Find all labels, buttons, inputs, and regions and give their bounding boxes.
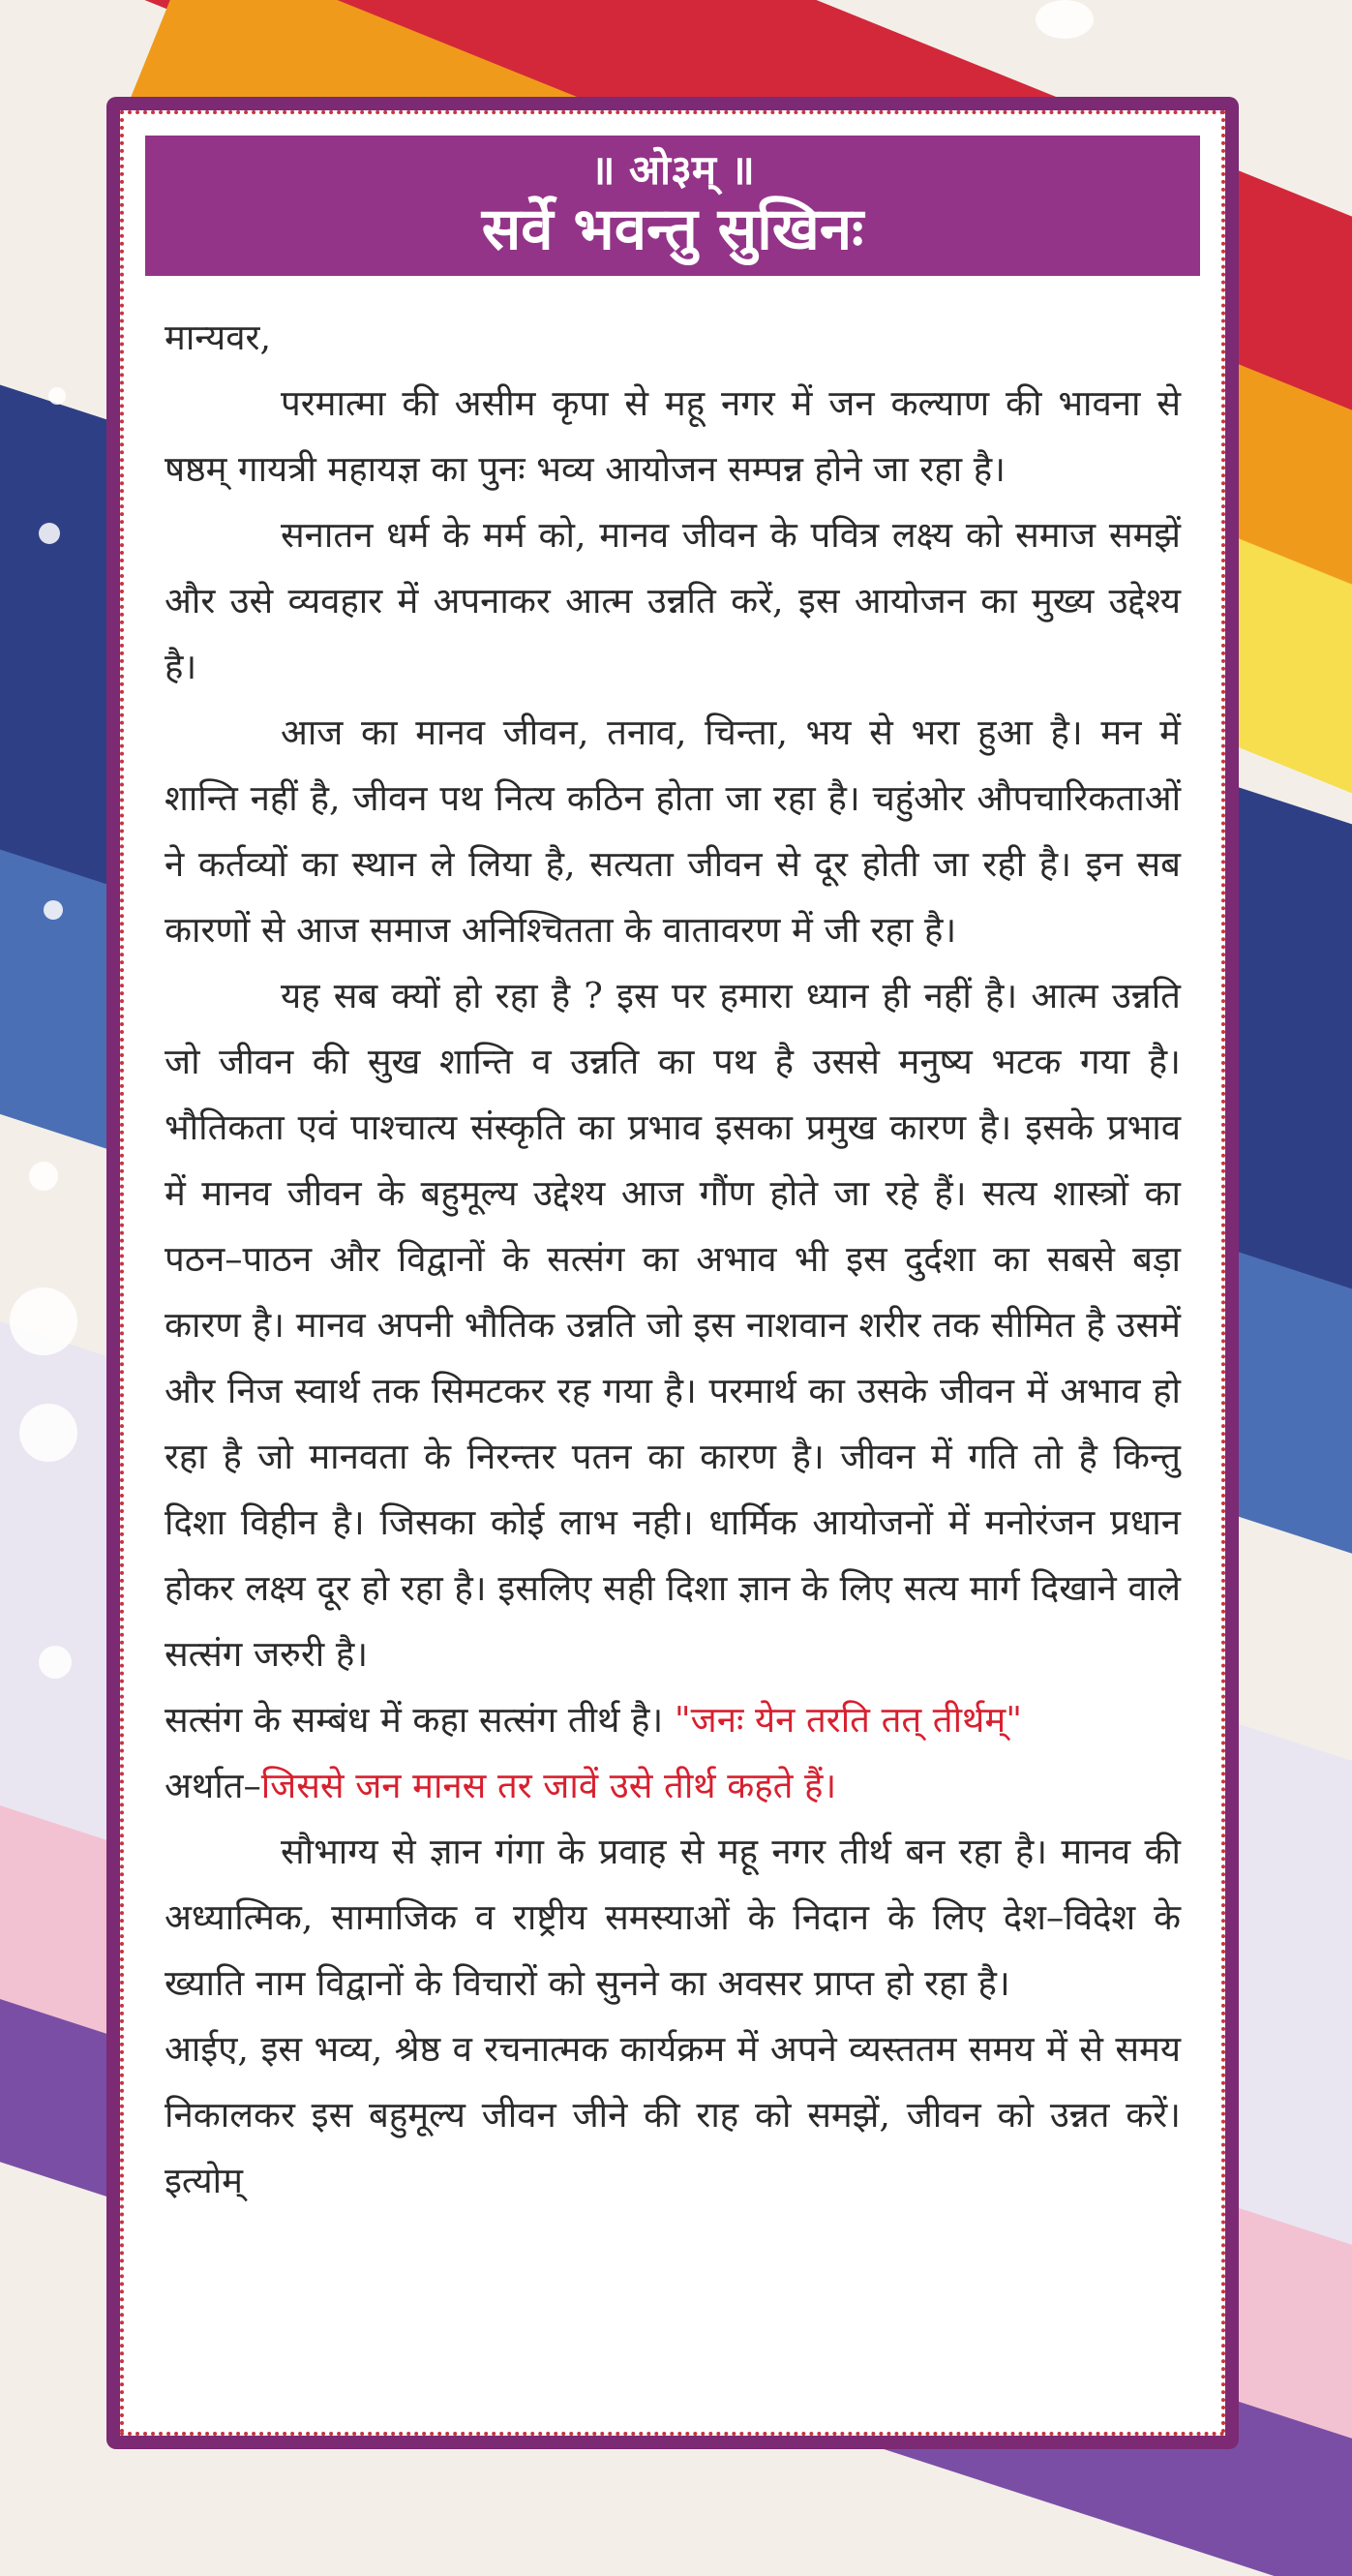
invitation-card <box>106 97 1239 2449</box>
sparkle-dot <box>19 1404 77 1462</box>
sparkle-dot <box>1036 0 1094 39</box>
paragraph-6 <box>165 1753 1181 1819</box>
sparkle-dot <box>39 523 60 544</box>
sparkle-dot <box>39 1646 72 1679</box>
sparkle-dot <box>48 387 66 405</box>
paragraph-8: आईए, इस भव्य, श्रेष्ठ व रचनात्मक कार्यक्रम में अपने व्यस्ततम समय में से समय निकालकर इस बहुमूल्य जीवन जीने की राह को समझें, जीवन को उन्नत करें। इत्योम् <box>165 2028 1181 2201</box>
sparkle-dot <box>10 1288 77 1355</box>
paragraph-2: सनातन धर्म के मर्म को, मानव जीवन के पवित्र लक्ष्य को समाज समझें और उसे व्यवहार में अपनाकर आत्म उन्नति करें, इस आयोजन का मुख्य उद्देश्य है। <box>165 514 1181 687</box>
sparkle-dot <box>44 900 63 920</box>
card-header <box>145 136 1200 276</box>
letter-body <box>165 305 1181 2214</box>
paragraph-7: सौभाग्य से ज्ञान गंगा के प्रवाह से महू नगर तीर्थ बन रहा है। मानव की अध्यात्मिक, सामाजिक व राष्ट्रीय समस्याओं के निदान के लिए देश–विदेश के ख्याति नाम विद्वानों के विचारों को सुनने का अवसर प्राप्त हो रहा है। <box>165 1831 1181 2004</box>
paragraph-1: परमात्मा की असीम कृपा से महू नगर में जन कल्याण की भावना से षष्ठम् गायत्री महायज्ञ का पुनः भव्य आयोजन सम्पन्न होने जा रहा है। <box>165 382 1181 490</box>
satsang-text: सत्संग के सम्बंध में कहा सत्संग तीर्थ है। <box>165 1699 664 1741</box>
meaning-text: जिससे जन मानस तर जावें उसे तीर्थ कहते हैं। <box>260 1765 837 1806</box>
sparkle-dot <box>29 1162 58 1191</box>
meaning-prefix: अर्थात– <box>165 1765 261 1806</box>
paragraph-3: आज का मानव जीवन, तनाव, चिन्ता, भय से भरा हुआ है। मन में शान्ति नहीं है, जीवन पथ नित्य कठिन होता जा रहा है। चहुंओर औपचारिकताओं ने कर्तव्यों का स्थान ले लिया है, सत्यता जीवन से दूर होती जा रही है। इन सब कारणों से आज समाज अनिश्चितता के वातावरण में जी रहा है। <box>165 712 1181 951</box>
om-heading: ॥ ओ३म् ॥ <box>590 146 755 194</box>
paragraph-4: यह सब क्यों हो रहा है ? इस पर हमारा ध्यान ही नहीं है। आत्म उन्नति जो जीवन की सुख शान्ति व उन्नति का पथ है उससे मनुष्य भटक गया है। भौतिकता एवं पाश्चात्य संस्कृति का प्रभाव इसका प्रमुख कारण है। इसके प्रभाव में मानव जीवन के बहुमूल्य उद्देश्य आज गौंण होते जा रहे हैं। सत्य शास्त्रों का पठन–पाठन और विद्वानों के सत्संग का अभाव भी इस दुर्दशा का सबसे बड़ा कारण है। मानव अपनी भौतिक उन्नति जो इस नाशवान शरीर तक सीमित है उसमें और निज स्वार्थ तक सिमटकर रह गया है। परमार्थ का उसके जीवन में अभाव हो रहा है जो मानवता के निरन्तर पतन का कारण है। जीवन में गति तो है किन्तु दिशा विहीन है। जिसका कोई लाभ नही। धार्मिक आयोजनों में मनोरंजन प्रधान होकर लक्ष्य दूर हो रहा है। इसलिए सही दिशा ज्ञान के लिए सत्य मार्ग दिखाने वाले सत्संग जरुरी है। <box>165 975 1181 1675</box>
paragraph-5 <box>165 1687 1181 1753</box>
salutation: मान्यवर, <box>165 317 272 358</box>
card-title: सर्वे भवन्तु सुखिनः <box>481 196 864 263</box>
sanskrit-quote: "जनः येन तरति तत् तीर्थम्" <box>674 1699 1022 1741</box>
